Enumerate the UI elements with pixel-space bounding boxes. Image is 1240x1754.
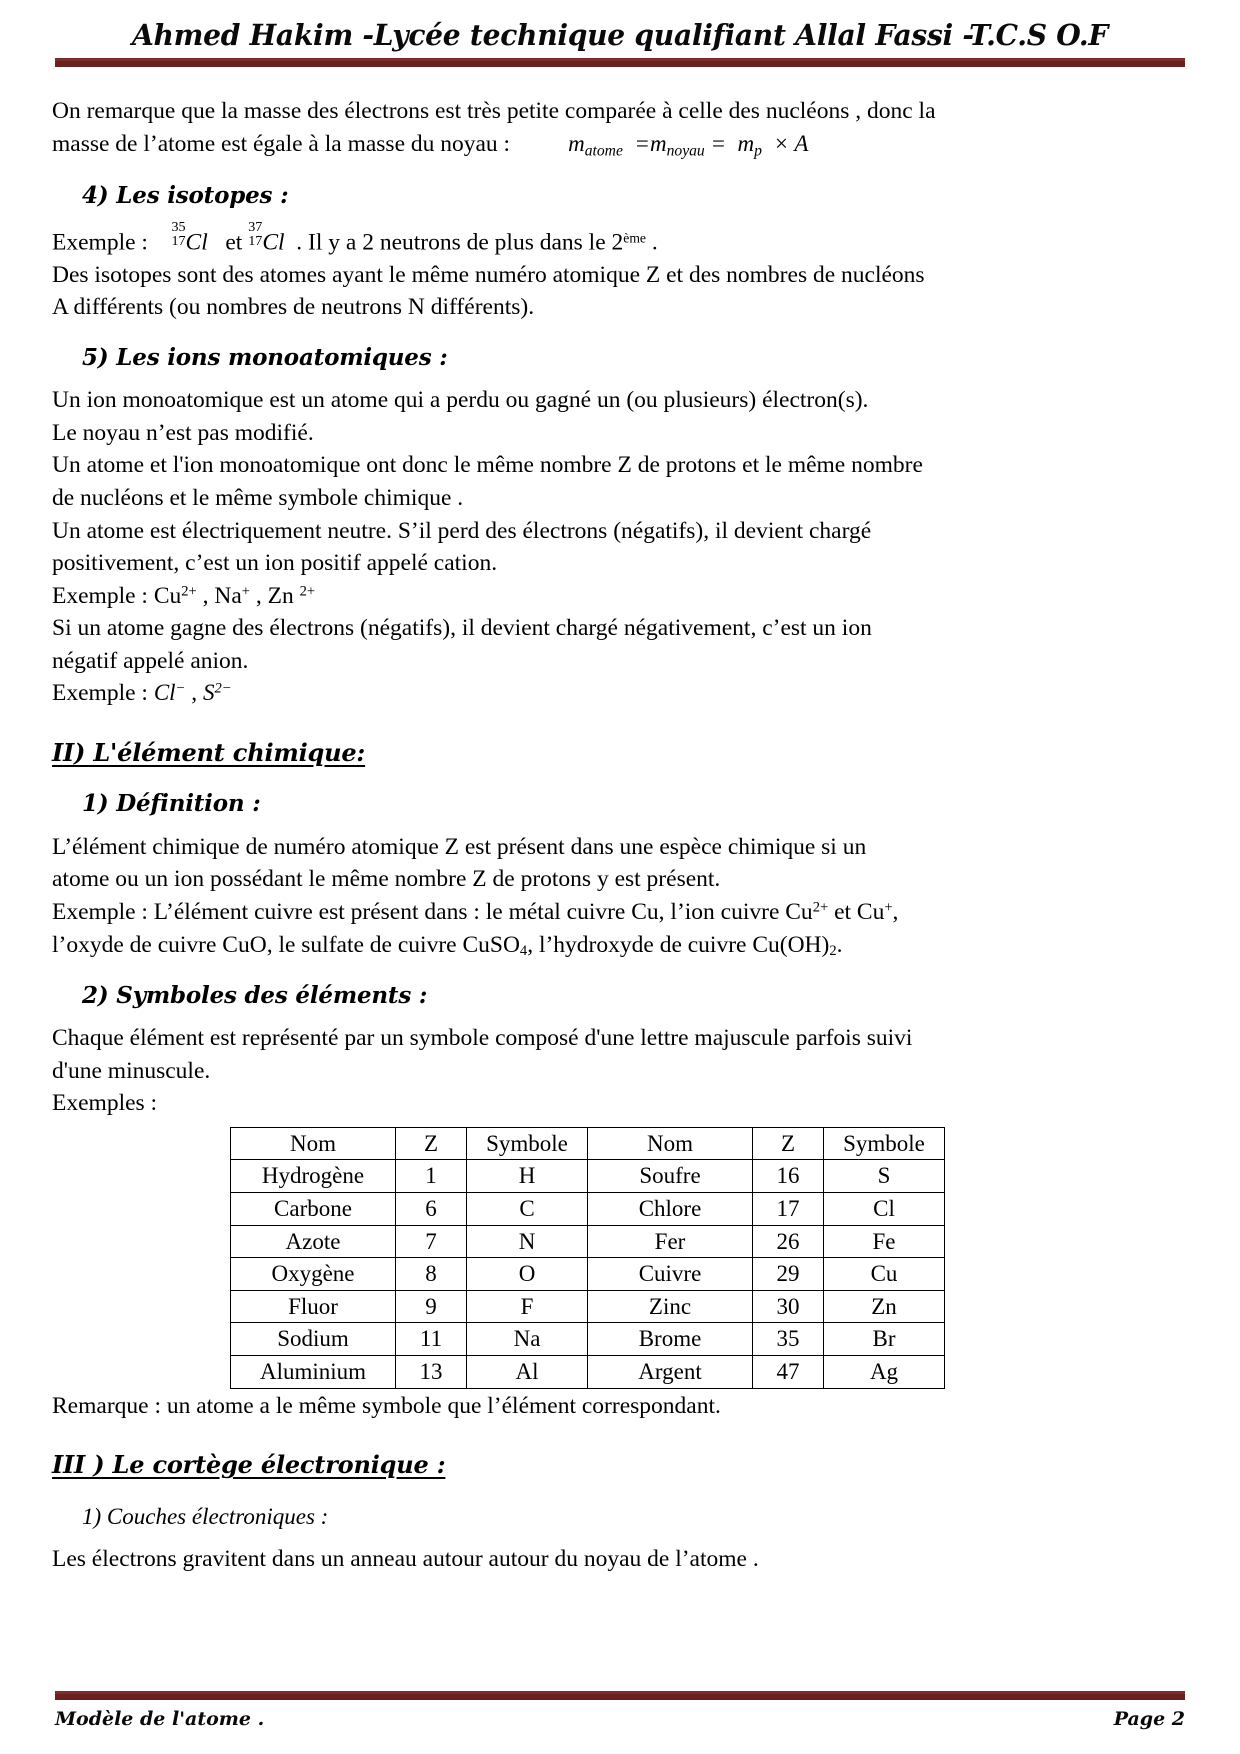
- cell-symbol: Fe: [824, 1225, 945, 1258]
- anion-s-symbol: S: [203, 680, 215, 706]
- sulfate-subscript: 4: [519, 942, 528, 959]
- anion-s-charge: 2−: [214, 680, 232, 697]
- table-remark: Remarque : un atome a le même symbole que l’élément correspondant.: [52, 1392, 721, 1419]
- cell-z: 8: [396, 1258, 467, 1291]
- cell-symbol: N: [467, 1225, 588, 1258]
- cation-na-charge: +: [241, 583, 250, 600]
- formula-m-p-sub: p: [754, 141, 762, 159]
- cation-example-label: Exemple :: [52, 582, 154, 609]
- isotope-prescript: [248, 220, 262, 249]
- column-header-symbole-1: Symbole: [467, 1127, 588, 1160]
- anion-cl-symbol: Cl: [153, 680, 176, 706]
- formula-m-p-base: m: [737, 130, 755, 156]
- cell-z: 1: [396, 1160, 467, 1193]
- table-row: [231, 1290, 945, 1323]
- cell-z: 17: [753, 1193, 824, 1226]
- cuivre-ion-charge-1plus: +: [884, 899, 893, 916]
- elements-table-wrapper: [230, 1127, 1192, 1389]
- hydroxyde-subscript: 2: [829, 942, 837, 959]
- isotope-prescript: [171, 220, 185, 249]
- formula-equals-1: =: [634, 130, 650, 156]
- formula-m-atome-sub: atome: [584, 141, 623, 159]
- cell-z: 13: [396, 1356, 467, 1389]
- column-header-nom-1: Nom: [231, 1127, 396, 1160]
- spacer: [52, 163, 1192, 181]
- table-header-row: [231, 1127, 945, 1160]
- table-row: [231, 1225, 945, 1258]
- heading-cortege-wrap: [52, 1449, 1192, 1482]
- cell-symbol: Al: [467, 1356, 588, 1389]
- cuivre-ion-charge-2plus: 2+: [812, 899, 829, 916]
- isotope-atomic-number: 17: [248, 232, 263, 249]
- spacer: [52, 822, 1192, 832]
- ions-line-5: Un atome est électriquement neutre. S’il perd des électrons (négatifs), il devient chargé: [52, 517, 872, 544]
- heading-definition: 1) Définition :: [82, 790, 261, 818]
- cation-cu-charge: 2+: [181, 583, 197, 600]
- ions-line-6: positivement, c’est un ion positif appelé cation.: [52, 550, 498, 577]
- cell-z: 6: [396, 1193, 467, 1226]
- heading-cortege-electronique: III ) Le cortège électronique :: [52, 1450, 446, 1480]
- cell-symbol: Br: [824, 1323, 945, 1356]
- definition-line-2: atome ou un ion possédant le même nombre Z de protons y est présent.: [52, 866, 721, 893]
- isotopes-example-tail-b: .: [645, 229, 658, 256]
- cell-z: 9: [396, 1290, 467, 1323]
- mass-formula: [568, 129, 808, 162]
- page-footer: [55, 1691, 1185, 1730]
- spacer: [52, 325, 1192, 343]
- cell-symbol: F: [467, 1290, 588, 1323]
- isotope-mass-number: 35: [171, 218, 186, 235]
- cell-name: Chlore: [588, 1193, 753, 1226]
- column-header-z-1: Z: [396, 1127, 467, 1160]
- column-header-z-2: Z: [753, 1127, 824, 1160]
- ions-line-2: Le noyau n’est pas modifié.: [52, 419, 314, 446]
- heading-element-chimique: II) L'élément chimique:: [52, 737, 366, 767]
- cell-name: Argent: [588, 1356, 753, 1389]
- cell-z: 7: [396, 1225, 467, 1258]
- footer-row: [55, 1708, 1185, 1730]
- formula-m-atome-base: m: [568, 130, 585, 156]
- footer-page-number: Page 2: [1113, 1708, 1185, 1730]
- intro-line-2: [52, 129, 1192, 162]
- cell-name: Fer: [588, 1225, 753, 1258]
- elements-table-body: [231, 1160, 945, 1388]
- anion-cl-charge: −: [175, 680, 186, 697]
- cation-cu-symbol: Cu: [153, 582, 182, 609]
- cell-symbol: Zn: [824, 1290, 945, 1323]
- cuivre-compounds-text-c: .: [836, 931, 843, 958]
- spacer: [52, 1534, 1192, 1544]
- cuivre-example-text-a: Exemple : L’élément cuivre est présent dans : le métal cuivre Cu, l’ion cuivre Cu: [52, 899, 813, 926]
- heading-ions-monoatomiques: 5) Les ions monoatomiques :: [82, 343, 448, 371]
- cation-separator-1: ,: [196, 582, 215, 609]
- heading-ions-wrap: [52, 343, 1192, 374]
- cell-name: Oxygène: [231, 1258, 396, 1291]
- cuivre-compounds-text-b: , l’hydroxyde de cuivre Cu(OH): [527, 931, 830, 958]
- isotopes-example-tail-a: . Il y a 2 neutrons de plus dans le 2: [296, 229, 624, 256]
- ions-line-4: de nucléons et le même symbole chimique .: [52, 485, 464, 511]
- cell-z: 47: [753, 1356, 824, 1389]
- symbols-line-1: Chaque élément est représenté par un symbole composé d'une lettre majuscule parfois suivi: [52, 1025, 913, 1052]
- heading-couches-electroniques: 1) Couches électroniques :: [82, 1503, 329, 1529]
- isotope-atomic-number: 17: [171, 232, 186, 249]
- cuivre-example-text-c: ,: [892, 899, 899, 926]
- cell-symbol: Na: [467, 1323, 588, 1356]
- cell-symbol: Ag: [824, 1356, 945, 1389]
- cell-symbol: H: [467, 1160, 588, 1193]
- elements-table-head: [231, 1127, 945, 1160]
- elements-table: [230, 1127, 945, 1389]
- intro-line-2-text: masse de l’atome est égale à la masse du noyau :: [52, 130, 511, 157]
- isotopes-definition-line-2: A différents (ou nombres de neutrons N différents).: [52, 294, 535, 321]
- cell-name: Azote: [231, 1225, 396, 1258]
- spacer: [52, 1484, 1192, 1502]
- heading-couches-wrap: [52, 1502, 1192, 1533]
- cuivre-example-text-b: et Cu: [828, 899, 885, 926]
- cell-z: 35: [753, 1323, 824, 1356]
- isotope-mass-number: 37: [248, 218, 263, 235]
- cell-name: Cuivre: [588, 1258, 753, 1291]
- heading-symboles-elements: 2) Symboles des éléments :: [82, 981, 428, 1009]
- cell-symbol: Cu: [824, 1258, 945, 1291]
- cuivre-example-line-2: [52, 930, 1192, 961]
- cell-z: 29: [753, 1258, 824, 1291]
- table-row: [231, 1356, 945, 1389]
- isotopes-definition-line-1: Des isotopes sont des atomes ayant le même numéro atomique Z et des nombres de nucléons: [52, 261, 925, 288]
- formula-m-noyau-base: m: [649, 130, 667, 156]
- heading-isotopes: 4) Les isotopes :: [82, 182, 289, 210]
- heading-symbols-wrap: [52, 981, 1192, 1012]
- ions-line-1: Un ion monoatomique est un atome qui a perdu ou gagné un (ou plusieurs) électron(s).: [52, 387, 869, 414]
- anion-separator: ,: [185, 680, 203, 707]
- cation-separator-2: ,: [250, 582, 268, 609]
- isotopes-example-line: [52, 218, 1192, 258]
- table-row: [231, 1160, 945, 1193]
- spacer: [52, 963, 1192, 981]
- definition-line-1: L’élément chimique de numéro atomique Z est présent dans une espèce chimique si un: [52, 833, 867, 860]
- table-row: [231, 1258, 945, 1291]
- header-title: Ahmed Hakim -Lycée technique qualifiant Allal Fassi -T.C.S O.F: [131, 18, 1109, 52]
- spacer: [52, 771, 1192, 789]
- cuivre-compounds-text-a: l’oxyde de cuivre CuO, le sulfate de cuivre CuSO: [52, 931, 520, 958]
- isotope-cl-35: [171, 218, 208, 258]
- footer-document-title: Modèle de l'atome .: [55, 1708, 265, 1730]
- column-header-nom-2: Nom: [588, 1127, 753, 1160]
- isotope-symbol: Cl: [185, 229, 208, 256]
- cation-na-symbol: Na: [214, 582, 242, 609]
- cell-symbol: O: [467, 1258, 588, 1291]
- isotope-cl-37: [248, 218, 285, 258]
- cell-symbol: Cl: [824, 1193, 945, 1226]
- cell-z: 26: [753, 1225, 824, 1258]
- cell-name: Sodium: [231, 1323, 396, 1356]
- formula-times-operator: ×: [773, 130, 789, 156]
- isotopes-conjunction: et: [225, 229, 243, 256]
- cell-name: Soufre: [588, 1160, 753, 1193]
- table-row: [231, 1193, 945, 1226]
- heading-definition-wrap: [52, 789, 1192, 820]
- formula-m-noyau-sub: noyau: [666, 141, 705, 159]
- ions-line-8: négatif appelé anion.: [52, 647, 249, 674]
- footer-divider-rule: [55, 1691, 1185, 1700]
- cell-symbol: C: [467, 1193, 588, 1226]
- page-header: [55, 18, 1185, 67]
- symbols-examples-label: Exemples :: [52, 1090, 158, 1117]
- cell-z: 11: [396, 1323, 467, 1356]
- isotopes-example-label: Exemple :: [52, 229, 148, 256]
- cell-name: Carbone: [231, 1193, 396, 1226]
- table-row: [231, 1323, 945, 1356]
- heading-element-wrap: [52, 737, 1192, 770]
- heading-isotopes-wrap: [52, 181, 1192, 212]
- intro-line-1: On remarque que la masse des électrons est très petite comparée à celle des nucléons , donc la: [52, 98, 936, 124]
- cell-name: Aluminium: [231, 1356, 396, 1389]
- cation-zn-symbol: Zn: [267, 582, 300, 609]
- anion-examples-line: [52, 678, 1192, 709]
- isotopes-ordinal-suffix: ème: [623, 230, 646, 246]
- column-header-symbole-2: Symbole: [824, 1127, 945, 1160]
- spacer: [52, 1423, 1192, 1449]
- cortege-line-1: Les électrons gravitent dans un anneau autour autour du noyau de l’atome .: [52, 1546, 759, 1573]
- cell-z: 30: [753, 1290, 824, 1323]
- cell-name: Hydrogène: [231, 1160, 396, 1193]
- formula-equals-2: =: [710, 130, 727, 156]
- anion-example-label: Exemple :: [52, 680, 154, 707]
- document-content: [52, 96, 1192, 1577]
- cell-name: Zinc: [588, 1290, 753, 1323]
- spacer: [52, 1013, 1192, 1023]
- isotope-symbol: Cl: [262, 229, 285, 256]
- ions-line-3: Un atome et l'ion monoatomique ont donc le même nombre Z de protons et le même nombre: [52, 452, 923, 479]
- spacer: [52, 375, 1192, 385]
- cell-z: 16: [753, 1160, 824, 1193]
- symbols-line-2: d'une minuscule.: [52, 1057, 211, 1084]
- cell-name: Fluor: [231, 1290, 396, 1323]
- formula-a-symbol: A: [794, 130, 809, 156]
- ions-line-7: Si un atome gagne des électrons (négatifs), il devient chargé négativement, c’est un ion: [52, 615, 872, 642]
- cation-examples-line: [52, 581, 1192, 612]
- cell-symbol: S: [824, 1160, 945, 1193]
- cell-name: Brome: [588, 1323, 753, 1356]
- header-divider-rule: [55, 58, 1185, 67]
- cuivre-example-line-1: [52, 897, 1192, 928]
- spacer: [52, 711, 1192, 737]
- cation-zn-charge: 2+: [299, 583, 316, 600]
- spacer: [52, 214, 1192, 224]
